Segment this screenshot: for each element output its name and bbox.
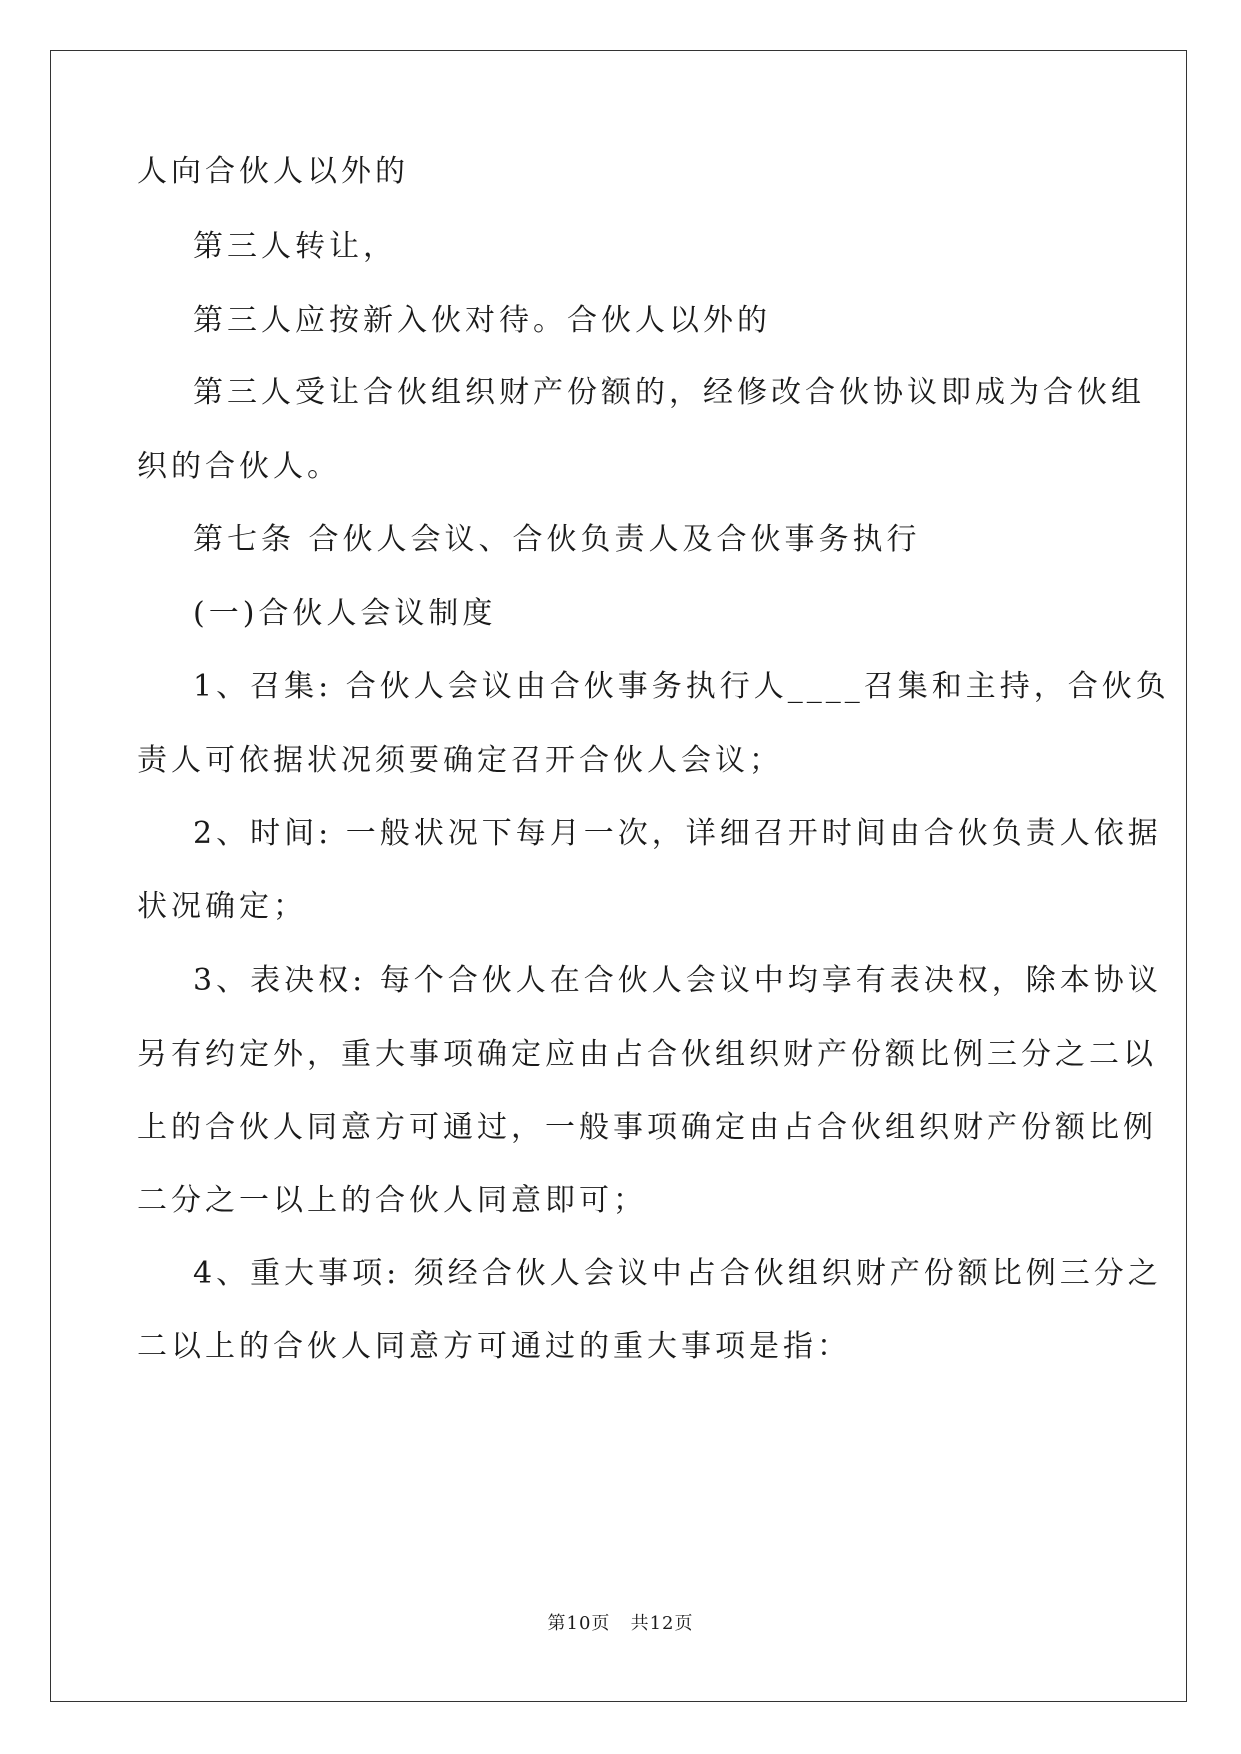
- text-line: 第三人受让合伙组织财产份额的，经修改合伙协议即成为合伙组: [193, 375, 1145, 410]
- text-line: 人向合伙人以外的: [137, 154, 409, 189]
- text-line: 二分之一以上的合伙人同意即可；: [137, 1183, 647, 1218]
- text-line: 状况确定；: [137, 889, 307, 924]
- text-line: 二以上的合伙人同意方可通过的重大事项是指：: [137, 1329, 851, 1364]
- text-line: 第三人应按新入伙对待。合伙人以外的: [193, 303, 771, 338]
- text-line: 另有约定外，重大事项确定应由占合伙组织财产份额比例三分之二以: [137, 1037, 1157, 1072]
- text-line: 1、召集: 合伙人会议由合伙事务执行人____召集和主持，合伙负: [193, 669, 1170, 704]
- text-line: 3、表决权: 每个合伙人在合伙人会议中均享有表决权，除本协议: [193, 963, 1162, 998]
- text-line: 4、重大事项: 须经合伙人会议中占合伙组织财产份额比例三分之: [193, 1256, 1162, 1291]
- text-line: 2、时间: 一般状况下每月一次，详细召开时间由合伙负责人依据: [193, 816, 1162, 851]
- text-line: 第三人转让，: [193, 229, 397, 264]
- subsection-heading: (一)合伙人会议制度: [193, 596, 497, 631]
- text-line: 织的合伙人。: [137, 449, 341, 484]
- text-line: 上的合伙人同意方可通过，一般事项确定由占合伙组织财产份额比例: [137, 1110, 1157, 1145]
- text-line: 责人可依据状况须要确定召开合伙人会议；: [137, 743, 783, 778]
- section-heading: 第七条 合伙人会议、合伙负责人及合伙事务执行: [193, 522, 921, 557]
- page-number: 第10页 共12页: [547, 1613, 694, 1634]
